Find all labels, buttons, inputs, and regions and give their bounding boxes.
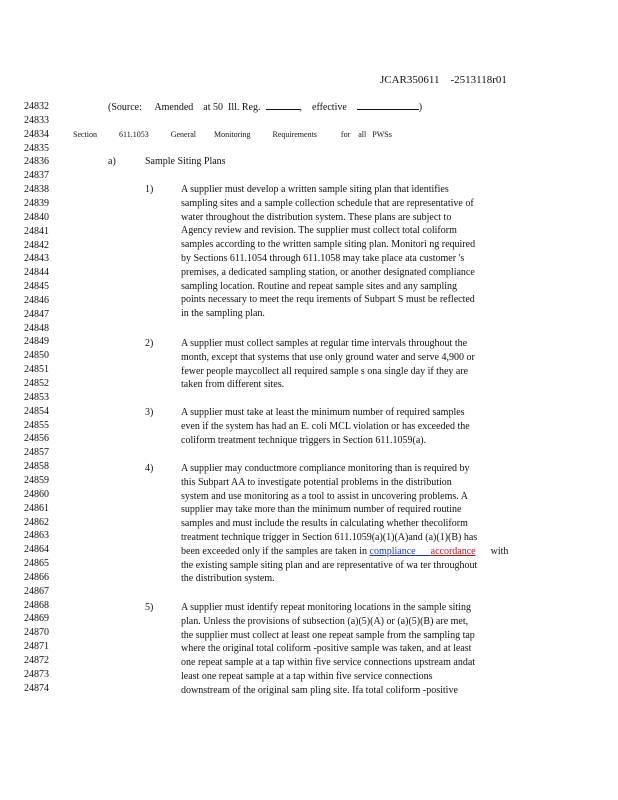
line-number: 24845 [24, 281, 49, 292]
paragraph-line: A supplier must develop a written sample siting plan that identifies [181, 184, 449, 195]
source-amended: Amended [154, 102, 194, 113]
line-number: 24869 [24, 613, 49, 625]
line-number: 24835 [24, 142, 49, 154]
source-note: (Source: Amended at 50 Ill. Reg. , effective ) [108, 102, 423, 113]
line-number: 24853 [24, 391, 49, 403]
inserted-text-compliance[interactable]: compliance [369, 545, 416, 557]
line-number: 24832 [24, 101, 49, 112]
line-number: 24849 [24, 336, 49, 348]
paragraph-line: the existing sample siting plan and are representative of wa ter throughout [181, 559, 478, 571]
section-label: Section [73, 130, 97, 139]
line-number: 24857 [24, 447, 49, 459]
line-number: 24855 [24, 419, 49, 431]
line-number: 24851 [24, 364, 49, 376]
source-effective: effective [312, 102, 347, 113]
subsection-a-label: a) [108, 156, 116, 167]
source-close: ) [418, 102, 423, 113]
line-number: 24871 [24, 641, 49, 653]
paragraph-line: where the original total coliform -positive sample was taken, and at least [181, 643, 472, 655]
line-number: 24866 [24, 571, 49, 583]
paragraph-line: the distribution system. [181, 573, 275, 585]
line-number: 24838 [24, 184, 49, 196]
line-number: 24834 [24, 128, 49, 140]
paragraph-line: least one repeat sample at a tap within five service connections [181, 670, 433, 682]
line-number: 24843 [24, 253, 49, 265]
paragraph-line: this Subpart AA to investigate potential problems in the distribution [181, 476, 452, 488]
paragraph-line: plan. Unless the provisions of subsection (a)(5)(A) or (a)(5)(B) are met, [181, 615, 469, 627]
line-number: 24858 [24, 461, 49, 473]
line-number: 24841 [24, 225, 49, 237]
line-number: 24844 [24, 267, 49, 279]
paragraph-line: fewer people maycollect all required sample s ona single day if they are [181, 365, 469, 377]
paragraph-3-number: 3) [145, 407, 154, 418]
subsection-a-title: Sample Siting Plans [145, 156, 226, 167]
line-number: 24846 [24, 294, 49, 306]
line-suffix-text: with [490, 545, 509, 557]
paragraph-line: system and use monitoring as a tool to assist in uncovering problems. A [181, 490, 468, 502]
paragraph-line: water throughout the distribution system. These plans are subject to [181, 211, 452, 223]
paragraph-line: premises, a dedicated sampling station, or another designated compliance [181, 266, 475, 278]
paragraph-5-text [181, 601, 475, 698]
line-number: 24833 [24, 114, 49, 126]
paragraph-5-number: 5) [145, 602, 154, 613]
line-number: 24864 [24, 544, 49, 556]
line-number: 24859 [24, 474, 49, 486]
line-number: 24854 [24, 405, 49, 417]
paragraph-4-number: 4) [145, 463, 154, 474]
line-number: 24852 [24, 378, 49, 389]
effective-date-blank [357, 100, 419, 110]
source-prefix: (Source: [108, 102, 142, 113]
paragraph-3-text [181, 406, 470, 447]
line-number: 24868 [24, 599, 49, 611]
line-number: 24842 [24, 239, 49, 251]
section-heading [73, 128, 392, 142]
line-prefix-text: been exceeded only if the samples are taken in [181, 545, 370, 557]
paragraph-line: the supplier must collect at least one repeat sample from the sampling tap [181, 629, 475, 641]
paragraph-line: month, except that systems that use only ground water and serve 4,900 or [181, 351, 475, 363]
paragraph-line: A supplier may conductmore compliance monitoring than is required by [181, 463, 470, 474]
line-number: 24837 [24, 170, 49, 182]
paragraph-4-text [181, 462, 508, 586]
line-number: 24847 [24, 308, 49, 320]
deleted-text-accordance[interactable]: accordance [430, 545, 476, 557]
line-number: 24850 [24, 350, 49, 362]
paragraph-line: samples according to the written sample siting plan. Monitori ng required [181, 239, 476, 251]
section-word-monitoring: Monitoring [214, 130, 251, 139]
document-revision: -2513118r01 [450, 74, 507, 86]
document-id: JCAR350611 [380, 74, 440, 86]
paragraph-line: A supplier must take at least the minimum number of required samples [181, 407, 465, 418]
paragraph-line: coliform treatment technique triggers in Section 611.1059(a). [181, 434, 427, 446]
line-number: 24873 [24, 668, 49, 680]
line-number: 24860 [24, 488, 49, 500]
document-header [380, 74, 507, 86]
paragraph-line: A supplier must identify repeat monitoring locations in the sample siting [181, 602, 471, 613]
source-reg: Ill. Reg. [228, 102, 261, 113]
paragraph-line: by Sections 611.1054 through 611.1058 may take place ata customer 's [181, 252, 465, 264]
line-number: 24848 [24, 322, 49, 334]
paragraph-line: samples and must include the results in calculating whether thecoliform [181, 518, 468, 530]
paragraph-line: A supplier must collect samples at regular time intervals throughout the [181, 338, 468, 349]
line-number: 24861 [24, 502, 49, 514]
section-word-all: all [358, 130, 367, 139]
line-number: 24874 [24, 682, 49, 694]
paragraph-line: in the sampling plan. [181, 308, 265, 320]
paragraph-line: taken from different sites. [181, 379, 285, 391]
reg-blank [266, 100, 300, 110]
section-word-pwss: PWSs [372, 130, 392, 139]
paragraph-line: supplier may take more than the minimum number of required routine [181, 504, 462, 516]
paragraph-2-number: 2) [145, 338, 154, 349]
line-number: 24867 [24, 585, 49, 597]
line-number: 24856 [24, 433, 49, 445]
paragraph-line: Agency review and revision. The supplier must collect total coliform [181, 225, 457, 237]
section-word-requirements: Requirements [272, 130, 317, 139]
line-number: 24840 [24, 211, 49, 223]
section-word-general: General [170, 130, 197, 139]
section-word-for: for [340, 130, 351, 139]
paragraph-line: treatment technique trigger in Section 611.1059(a)(1)(A)and (a)(1)(B) has [181, 531, 478, 543]
paragraph-2-text [181, 337, 475, 392]
paragraph-line: sampling location. Routine and repeat sample sites and any sampling [181, 280, 458, 292]
line-number: 24862 [24, 516, 49, 528]
source-at: at 50 [203, 102, 223, 113]
line-number: 24865 [24, 558, 49, 569]
paragraph-line: points necessary to meet the requ irements of Subpart S must be reflected [181, 294, 475, 306]
line-number: 24839 [24, 197, 49, 209]
paragraph-line: sampling sites and a sample collection schedule that are representative of [181, 197, 474, 209]
paragraph-line: downstream of the original sam pling site. Ifa total coliform -positive [181, 684, 458, 696]
line-number: 24870 [24, 627, 49, 639]
section-number: 611.1053 [119, 130, 149, 139]
paragraph-1-text [181, 183, 475, 321]
paragraph-line: one repeat sample at a tap within five service connections upstream andat [181, 657, 476, 669]
line-number: 24836 [24, 156, 49, 168]
line-number: 24872 [24, 655, 49, 666]
line-number: 24863 [24, 530, 49, 542]
paragraph-line: even if the system has had an E. coli MCL violation or has exceeded the [181, 420, 470, 432]
paragraph-line-with-edits [181, 545, 508, 559]
paragraph-1-number: 1) [145, 184, 154, 195]
